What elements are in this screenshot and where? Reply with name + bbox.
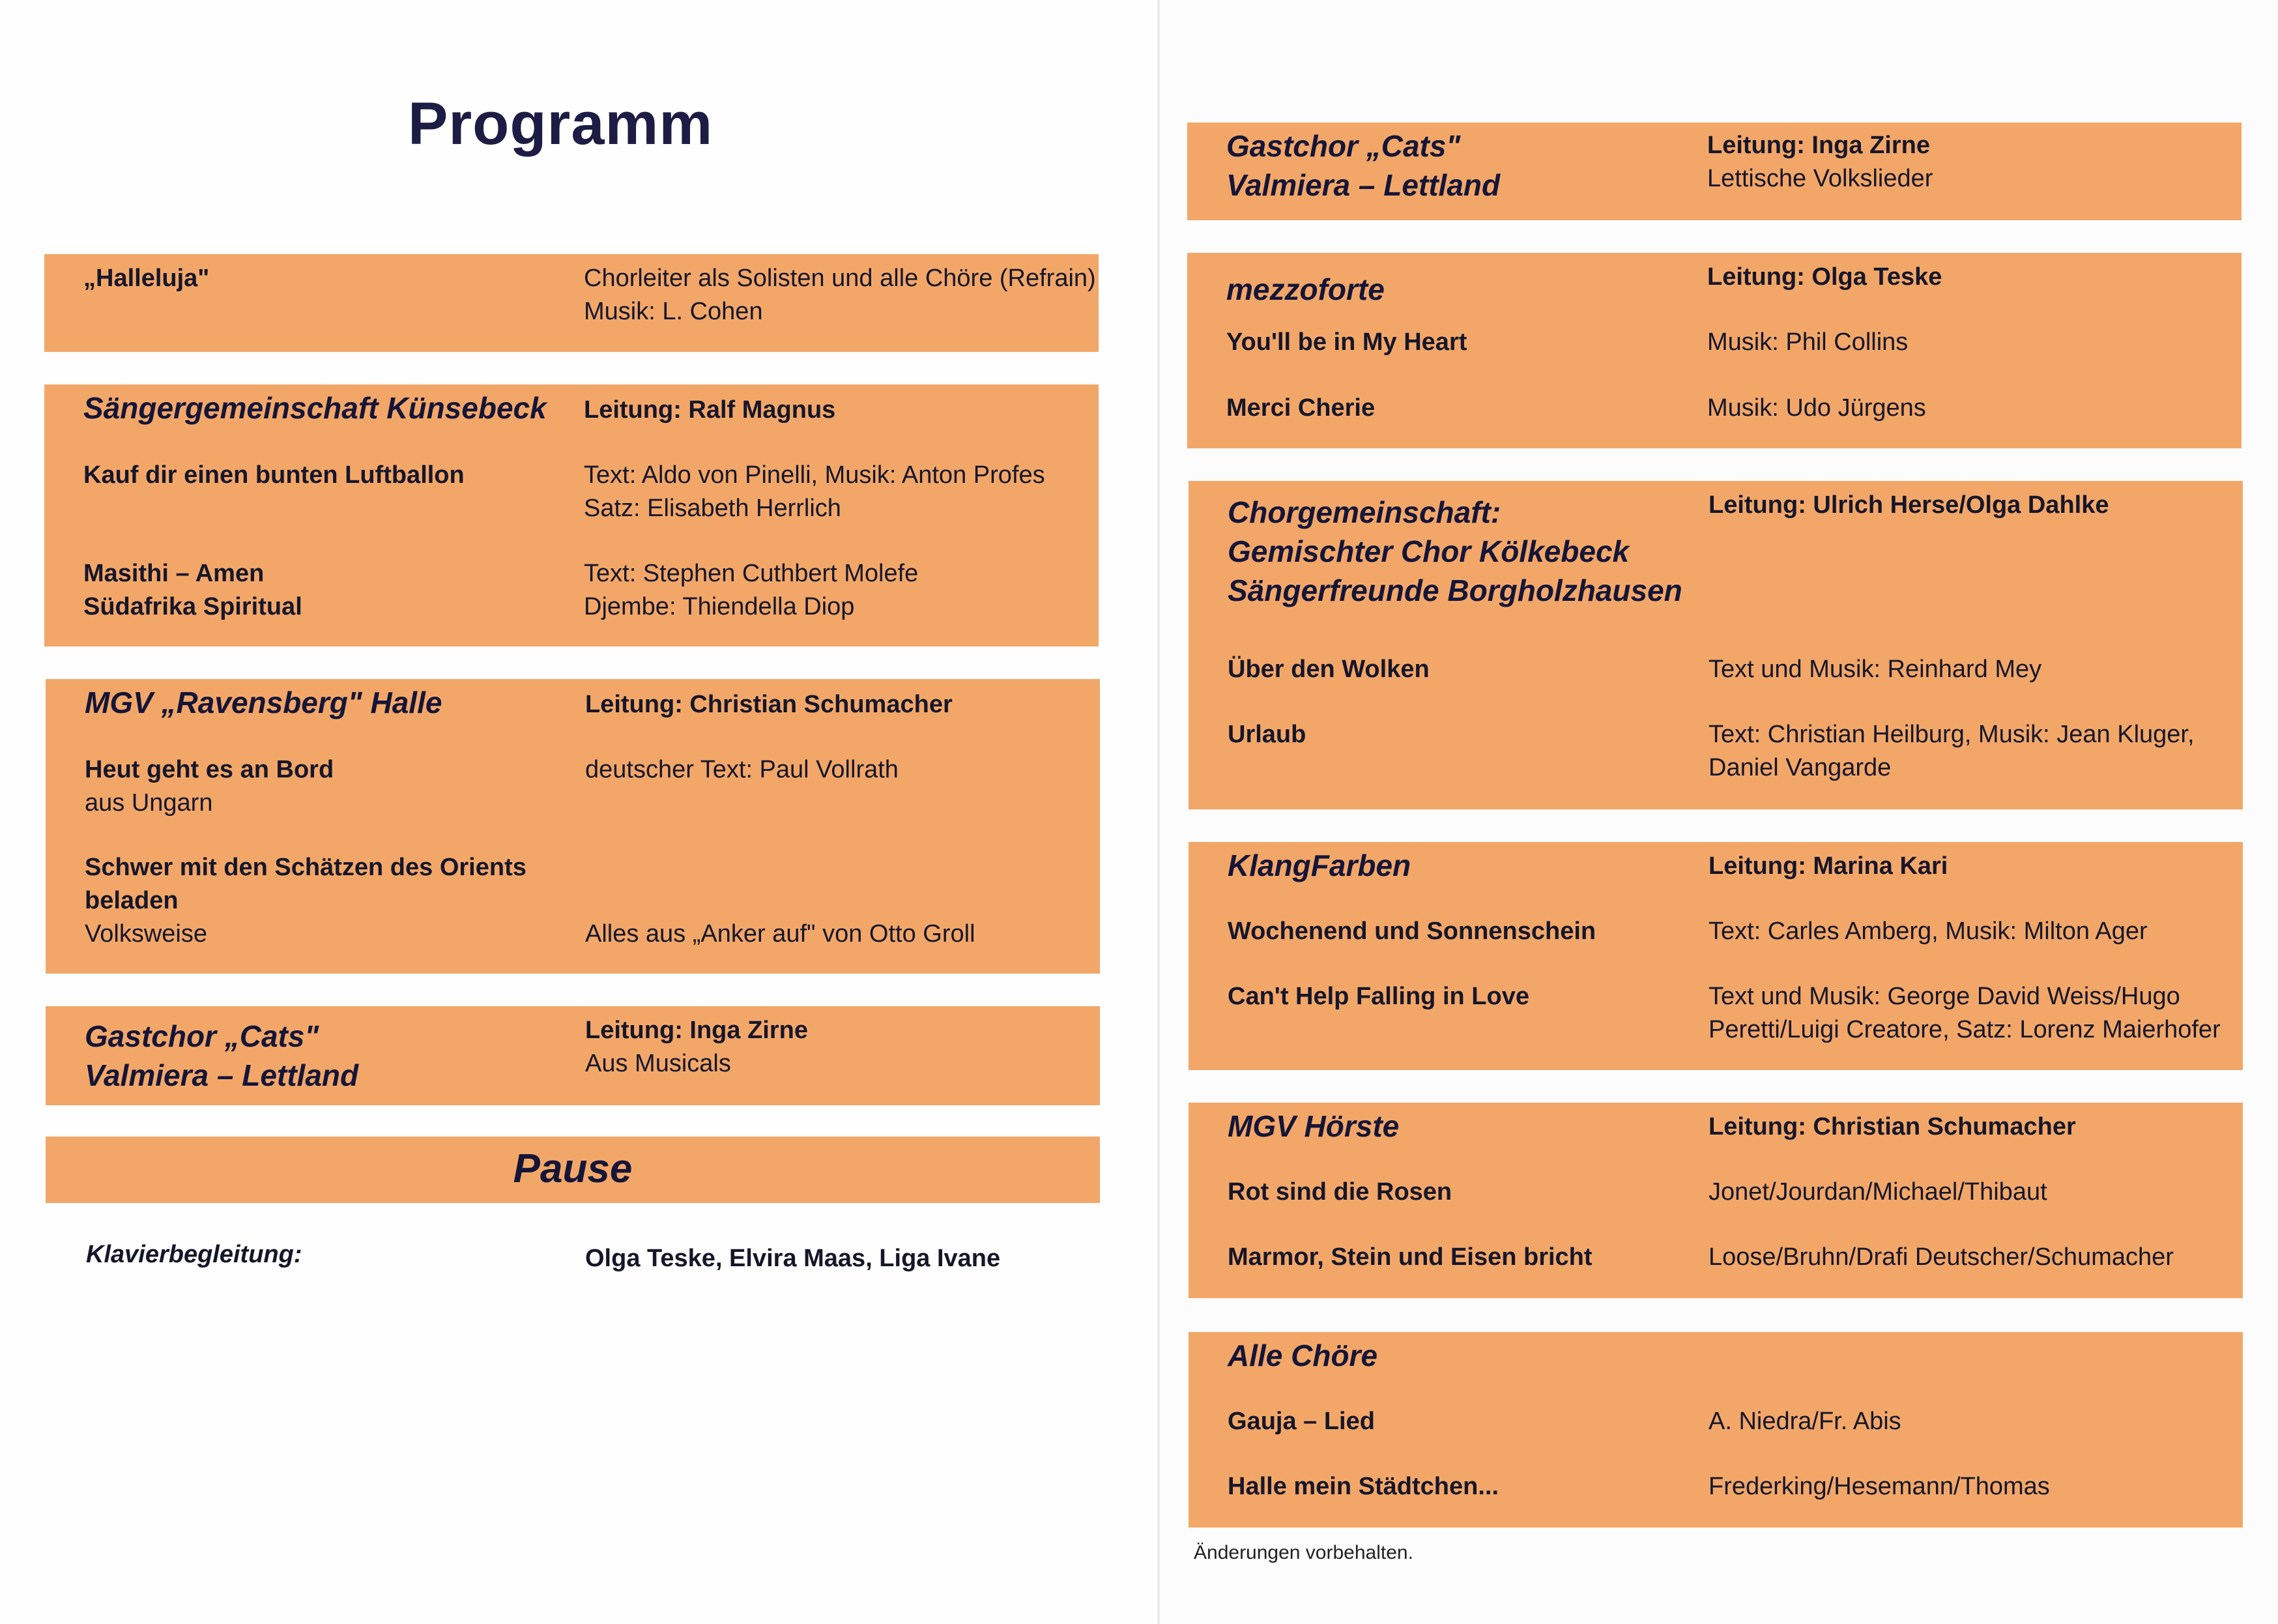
hoerste-leitung: Leitung: Christian Schumacher: [1708, 1113, 2076, 1140]
cats1-choir-name-1: Gastchor „Cats": [85, 1019, 319, 1053]
cats2-box: [1187, 123, 2242, 220]
chorgemeinschaft-song2-credit-2: Daniel Vangarde: [1708, 754, 1892, 781]
hoerste-song2-title: Marmor, Stein und Eisen bricht: [1228, 1243, 1593, 1271]
kuensebeck-song1-title: Kauf dir einen bunten Luftballon: [83, 461, 465, 489]
page-title: Programm: [408, 91, 714, 157]
klangfarben-song1-credit: Text: Carles Amberg, Musik: Milton Ager: [1708, 918, 2148, 945]
ravensberg-song2-title-1: Schwer mit den Schätzen des Orients: [85, 854, 526, 881]
mezzoforte-leitung: Leitung: Olga Teske: [1707, 263, 1942, 291]
alle-choere-box: [1189, 1332, 2243, 1528]
cats1-choir-name-2: Valmiera – Lettland: [85, 1058, 359, 1092]
chorgemeinschaft-box: [1189, 481, 2243, 809]
klangfarben-box: [1189, 842, 2243, 1070]
ravensberg-song1-title: Heut geht es an Bord: [85, 756, 334, 783]
ravensberg-song1-credit: deutscher Text: Paul Vollrath: [585, 756, 899, 783]
hoerste-song2-credit: Loose/Bruhn/Drafi Deutscher/Schumacher: [1708, 1243, 2174, 1271]
chorgemeinschaft-song2-credit-1: Text: Christian Heilburg, Musik: Jean Kluger,: [1708, 721, 2195, 748]
chorgemeinschaft-name-3: Sängerfreunde Borgholzhausen: [1228, 573, 1682, 607]
alle-song1-title: Gauja – Lied: [1228, 1408, 1375, 1435]
changes-reserved-note: Änderungen vorbehalten.: [1194, 1542, 1413, 1563]
klangfarben-song2-title: Can't Help Falling in Love: [1228, 983, 1529, 1010]
mezzoforte-song2-credit: Musik: Udo Jürgens: [1707, 394, 1926, 422]
mezzoforte-song1-credit: Musik: Phil Collins: [1707, 328, 1909, 356]
mezzoforte-song1-title: You'll be in My Heart: [1226, 328, 1467, 356]
kuensebeck-leitung: Leitung: Ralf Magnus: [584, 396, 836, 424]
halleluja-title: „Halleluja": [83, 265, 210, 292]
piano-names: Olga Teske, Elvira Maas, Liga Ivane: [585, 1245, 1001, 1272]
cats2-leitung: Leitung: Inga Zirne: [1707, 132, 1930, 159]
mezzoforte-box: [1187, 253, 2242, 448]
hoerste-song1-title: Rot sind die Rosen: [1228, 1178, 1452, 1206]
kuensebeck-box: [44, 384, 1099, 646]
kuensebeck-song2-credit-1: Text: Stephen Cuthbert Molefe: [584, 560, 919, 587]
klangfarben-song2-credit-2: Peretti/Luigi Creatore, Satz: Lorenz Maierhofer: [1708, 1016, 2221, 1043]
chorgemeinschaft-leitung: Leitung: Ulrich Herse/Olga Dahlke: [1708, 491, 2109, 519]
mezzoforte-song2-title: Merci Cherie: [1226, 394, 1376, 422]
cats1-box: [46, 1006, 1100, 1105]
chorgemeinschaft-name-2: Gemischter Chor Kölkebeck: [1228, 534, 1630, 568]
hoerste-choir-name: MGV Hörste: [1228, 1109, 1400, 1143]
halleluja-box: [44, 254, 1099, 352]
klangfarben-song1-title: Wochenend und Sonnenschein: [1228, 918, 1596, 945]
hoerste-box: [1189, 1103, 2243, 1298]
right-page: [1160, 0, 2278, 1624]
kuensebeck-choir-name: Sängergemeinschaft Künsebeck: [83, 391, 547, 425]
ravensberg-choir-name: MGV „Ravensberg" Halle: [85, 686, 442, 719]
mezzoforte-choir-name: mezzoforte: [1226, 272, 1385, 306]
klangfarben-leitung: Leitung: Marina Kari: [1708, 852, 1948, 880]
hoerste-song1-credit: Jonet/Jourdan/Michael/Thibaut: [1708, 1178, 2047, 1206]
chorgemeinschaft-name-1: Chorgemeinschaft:: [1228, 495, 1501, 529]
chorgemeinschaft-song1-title: Über den Wolken: [1228, 656, 1430, 683]
cats2-choir-name-2: Valmiera – Lettland: [1226, 168, 1501, 202]
cats1-detail: Aus Musicals: [585, 1050, 731, 1077]
ravensberg-song1-sub: aus Ungarn: [85, 789, 213, 817]
halleluja-credit-2: Musik: L. Cohen: [584, 298, 763, 325]
piano-label: Klavierbegleitung:: [86, 1241, 302, 1268]
cats1-leitung: Leitung: Inga Zirne: [585, 1017, 808, 1044]
cats2-choir-name-1: Gastchor „Cats": [1226, 129, 1461, 163]
alle-choere-name: Alle Chöre: [1228, 1339, 1378, 1372]
alle-song1-credit: A. Niedra/Fr. Abis: [1708, 1408, 1901, 1435]
chorgemeinschaft-song1-credit: Text und Musik: Reinhard Mey: [1708, 656, 2042, 683]
pause-label: Pause: [513, 1146, 633, 1191]
kuensebeck-song2-credit-2: Djembe: Thiendella Diop: [584, 593, 855, 620]
klangfarben-choir-name: KlangFarben: [1228, 848, 1411, 882]
kuensebeck-song1-credit-1: Text: Aldo von Pinelli, Musik: Anton Profes: [584, 461, 1045, 489]
cats2-detail: Lettische Volkslieder: [1707, 165, 1933, 192]
ravensberg-leitung: Leitung: Christian Schumacher: [585, 691, 953, 718]
halleluja-credit-1: Chorleiter als Solisten und alle Chöre (Refrain): [584, 265, 1096, 292]
kuensebeck-song1-credit-2: Satz: Elisabeth Herrlich: [584, 495, 841, 522]
ravensberg-song2-credit: Alles aus „Anker auf" von Otto Groll: [585, 920, 975, 948]
pause-box: [46, 1137, 1100, 1203]
ravensberg-song2-sub: Volksweise: [85, 920, 207, 948]
alle-song2-title: Halle mein Städtchen...: [1228, 1473, 1499, 1500]
ravensberg-box: [46, 679, 1100, 974]
chorgemeinschaft-song2-title: Urlaub: [1228, 721, 1306, 748]
klangfarben-song2-credit-1: Text und Musik: George David Weiss/Hugo: [1708, 983, 2180, 1010]
kuensebeck-song2-title-1: Masithi – Amen: [83, 560, 265, 587]
ravensberg-song2-title-2: beladen: [85, 887, 179, 914]
alle-song2-credit: Frederking/Hesemann/Thomas: [1708, 1473, 2050, 1500]
kuensebeck-song2-title-2: Südafrika Spiritual: [83, 593, 302, 620]
